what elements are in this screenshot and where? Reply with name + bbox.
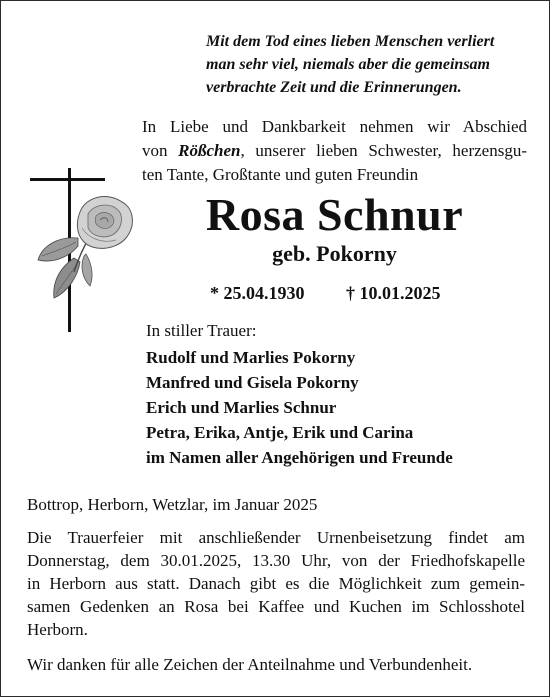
memorial-quote	[206, 30, 526, 99]
mourner-entry: Petra, Erika, Antje, Erik und Carina	[146, 423, 414, 442]
service-line: Die Trauerfeier mit anschließender Urnenbeisetzung findet am	[27, 528, 525, 547]
quote-line: Mit dem Tod eines lieben Menschen verliert	[206, 33, 495, 50]
nickname: Rößchen	[178, 141, 241, 160]
mourners-heading: In stiller Trauer:	[146, 321, 257, 340]
birth-date: * 25.04.1930	[210, 283, 305, 303]
service-line: in Herborn aus statt. Danach gibt es die Möglichkeit zum gemein-	[27, 574, 525, 593]
thanks-note: Wir danken für alle Zeichen der Anteilnahme und Verbundenheit.	[27, 655, 473, 674]
deceased-name: Rosa Schnur	[205, 189, 464, 240]
intro-line: ten Tante, Großtante und guten Freundin	[142, 165, 419, 184]
farewell-intro	[142, 115, 527, 187]
intro-prefix: von	[142, 141, 179, 160]
rose-icon	[38, 197, 132, 298]
mourners-list	[146, 345, 453, 470]
mourner-entry: im Namen aller Angehörigen und Freunde	[146, 448, 453, 467]
mourner-entry: Manfred und Gisela Pokorny	[146, 373, 359, 392]
intro-suffix: , unserer lieben Schwester, herzensgu-	[240, 141, 528, 160]
quote-line: verbrachte Zeit und die Erinnerungen.	[206, 79, 462, 96]
death-date: † 10.01.2025	[346, 283, 441, 303]
mourner-entry: Erich und Marlies Schnur	[146, 398, 337, 417]
service-line: Donnerstag, dem 30.01.2025, 13.30 Uhr, von der Friedhofskapelle	[27, 551, 525, 570]
funeral-service-info	[27, 526, 525, 641]
intro-line: In Liebe und Dankbarkeit nehmen wir Abschied	[142, 117, 527, 136]
quote-line: man sehr viel, niemals aber die gemeinsam	[206, 56, 490, 73]
service-line: Herborn.	[27, 620, 88, 639]
place-and-date: Bottrop, Herborn, Wetzlar, im Januar 2025	[27, 495, 318, 514]
maiden-name: geb. Pokorny	[272, 241, 397, 266]
cross-with-rose-icon	[28, 168, 138, 336]
mourner-entry: Rudolf und Marlies Pokorny	[146, 348, 356, 367]
intro-line	[142, 139, 527, 163]
service-line: samen Gedenken an Rosa bei Kaffee und Kuchen im Schlosshotel	[27, 597, 525, 616]
